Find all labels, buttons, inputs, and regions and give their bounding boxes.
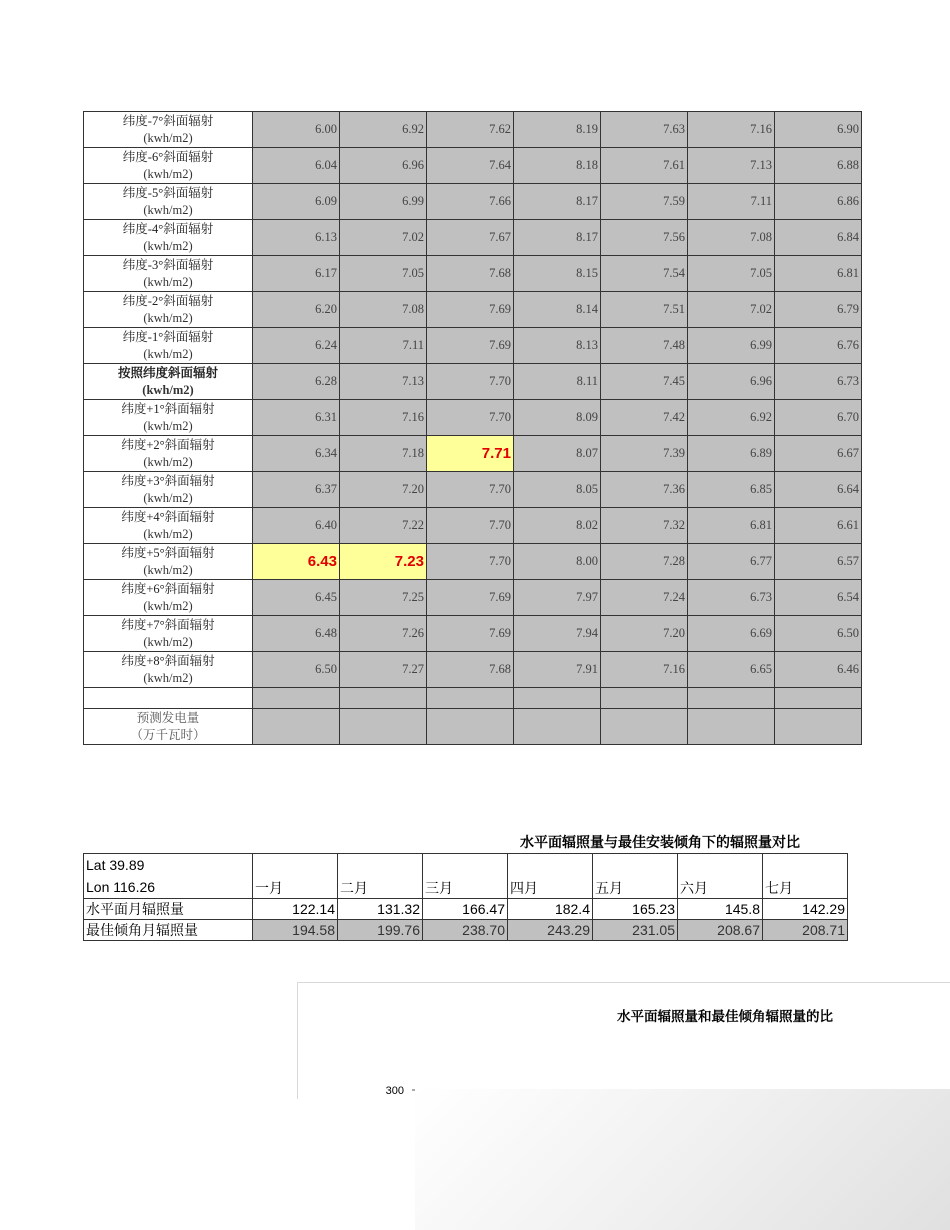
row-label	[84, 364, 253, 400]
value-cell[interactable]: 6.24	[253, 328, 340, 364]
value-cell[interactable]: 7.20	[601, 616, 688, 652]
row-label	[84, 580, 253, 616]
value-cell[interactable]: 6.96	[340, 148, 427, 184]
comparison-header-row	[84, 854, 848, 899]
value-cell[interactable]: 7.42	[601, 400, 688, 436]
forecast-label	[84, 709, 253, 745]
value-cell[interactable]: 6.28	[253, 364, 340, 400]
empty-cell[interactable]	[514, 688, 601, 709]
forecast-row	[84, 709, 862, 745]
comparison-value-cell[interactable]: 231.05	[593, 920, 678, 941]
row-label-line1: 纬度+7°斜面辐射	[121, 617, 215, 632]
value-cell[interactable]: 7.13	[688, 148, 775, 184]
empty-cell[interactable]	[775, 688, 862, 709]
value-cell[interactable]: 6.81	[688, 508, 775, 544]
y-tick-label: 300	[385, 1085, 404, 1097]
forecast-value-cell[interactable]	[601, 709, 688, 745]
month-header: 三月	[423, 854, 508, 899]
value-cell[interactable]: 6.92	[340, 112, 427, 148]
tilt-radiation-table	[83, 111, 862, 745]
value-cell[interactable]: 8.05	[514, 472, 601, 508]
value-cell[interactable]: 6.17	[253, 256, 340, 292]
month-header: 二月	[338, 854, 423, 899]
tilt-row	[84, 184, 862, 220]
value-cell[interactable]: 6.09	[253, 184, 340, 220]
row-label-unit: (kwh/m2)	[143, 598, 193, 613]
row-label-unit: (kwh/m2)	[143, 274, 193, 289]
value-cell[interactable]: 6.00	[253, 112, 340, 148]
value-cell[interactable]: 8.17	[514, 184, 601, 220]
row-label-line1: 纬度+3°斜面辐射	[121, 473, 215, 488]
value-cell[interactable]: 6.96	[688, 364, 775, 400]
row-label-unit: (kwh/m2)	[143, 202, 193, 217]
forecast-label-line1: 预测发电量	[136, 710, 200, 725]
value-cell[interactable]: 7.39	[601, 436, 688, 472]
value-cell[interactable]: 6.88	[775, 148, 862, 184]
value-cell[interactable]: 6.92	[688, 400, 775, 436]
row-label	[84, 508, 253, 544]
value-cell[interactable]: 7.08	[688, 220, 775, 256]
value-cell[interactable]: 6.79	[775, 292, 862, 328]
row-label-unit: (kwh/m2)	[142, 382, 194, 397]
value-cell[interactable]: 7.11	[688, 184, 775, 220]
row-label-line1: 纬度+4°斜面辐射	[121, 509, 215, 524]
row-label	[84, 148, 253, 184]
comparison-value-cell[interactable]: 122.14	[253, 899, 338, 920]
row-label	[84, 544, 253, 580]
value-cell[interactable]: 8.11	[514, 364, 601, 400]
value-cell[interactable]: 7.45	[601, 364, 688, 400]
comparison-value-cell[interactable]: 131.32	[338, 899, 423, 920]
row-label	[84, 256, 253, 292]
value-cell[interactable]: 6.20	[253, 292, 340, 328]
value-cell[interactable]: 6.40	[253, 508, 340, 544]
value-cell[interactable]: 7.66	[427, 184, 514, 220]
value-cell[interactable]: 8.13	[514, 328, 601, 364]
comparison-value-cell[interactable]: 208.71	[763, 920, 848, 941]
value-cell[interactable]: 6.76	[775, 328, 862, 364]
value-cell[interactable]: 7.13	[340, 364, 427, 400]
tilt-row	[84, 580, 862, 616]
value-cell[interactable]: 6.65	[688, 652, 775, 688]
value-cell[interactable]: 6.73	[775, 364, 862, 400]
comparison-value-cell[interactable]: 182.4	[508, 899, 593, 920]
row-label	[84, 400, 253, 436]
comparison-value-cell[interactable]: 199.76	[338, 920, 423, 941]
row-label-unit: (kwh/m2)	[143, 418, 193, 433]
value-cell[interactable]: 7.97	[514, 580, 601, 616]
value-cell[interactable]: 6.54	[775, 580, 862, 616]
empty-cell[interactable]	[253, 688, 340, 709]
comparison-value-cell[interactable]: 238.70	[423, 920, 508, 941]
value-cell[interactable]: 6.81	[775, 256, 862, 292]
value-cell[interactable]: 7.70	[427, 400, 514, 436]
value-cell[interactable]: 7.05	[340, 256, 427, 292]
value-cell[interactable]: 7.94	[514, 616, 601, 652]
value-cell[interactable]: 7.18	[340, 436, 427, 472]
row-label-line1: 纬度+6°斜面辐射	[121, 581, 215, 596]
row-label	[84, 184, 253, 220]
value-cell[interactable]: 7.61	[601, 148, 688, 184]
forecast-value-cell[interactable]	[688, 709, 775, 745]
row-label-line1: 纬度-3°斜面辐射	[122, 257, 214, 272]
value-cell[interactable]: 8.19	[514, 112, 601, 148]
row-label-unit: (kwh/m2)	[143, 346, 193, 361]
optimal-tilt-irradiance-row	[84, 920, 848, 941]
value-cell[interactable]: 7.54	[601, 256, 688, 292]
value-cell[interactable]: 7.48	[601, 328, 688, 364]
value-cell[interactable]: 7.56	[601, 220, 688, 256]
value-cell[interactable]: 8.18	[514, 148, 601, 184]
comparison-value-cell[interactable]: 243.29	[508, 920, 593, 941]
comparison-value-cell[interactable]: 166.47	[423, 899, 508, 920]
chart-plot	[298, 983, 950, 1099]
value-cell[interactable]: 6.69	[688, 616, 775, 652]
row-label-unit: (kwh/m2)	[143, 670, 193, 685]
row-label	[84, 292, 253, 328]
value-cell[interactable]: 6.57	[775, 544, 862, 580]
tilt-row	[84, 220, 862, 256]
chart-title: 水平面辐照量和最佳倾角辐照量的比	[617, 1009, 833, 1025]
row-label	[84, 328, 253, 364]
value-cell[interactable]: 7.02	[688, 292, 775, 328]
value-cell[interactable]: 7.63	[601, 112, 688, 148]
value-cell[interactable]: 7.08	[340, 292, 427, 328]
value-cell[interactable]: 7.24	[601, 580, 688, 616]
comparison-table	[83, 853, 848, 941]
value-cell[interactable]: 7.32	[601, 508, 688, 544]
row-label	[84, 436, 253, 472]
row-label-line1: 纬度-2°斜面辐射	[122, 293, 214, 308]
row-label	[84, 652, 253, 688]
latitude-label: Lat 39.89	[86, 857, 145, 873]
value-cell[interactable]: 7.70	[427, 364, 514, 400]
value-cell[interactable]: 6.70	[775, 400, 862, 436]
value-cell[interactable]: 8.17	[514, 220, 601, 256]
value-cell[interactable]: 7.25	[340, 580, 427, 616]
empty-cell[interactable]	[84, 688, 253, 709]
value-cell[interactable]: 7.64	[427, 148, 514, 184]
row-label-line1: 纬度-1°斜面辐射	[122, 329, 214, 344]
forecast-value-cell[interactable]	[253, 709, 340, 745]
value-cell[interactable]: 7.67	[427, 220, 514, 256]
row-label-line1: 纬度+1°斜面辐射	[121, 401, 215, 416]
value-cell[interactable]: 7.69	[427, 616, 514, 652]
row-label-line1: 纬度-4°斜面辐射	[122, 221, 214, 236]
row-label-unit: (kwh/m2)	[143, 310, 193, 325]
longitude-label: Lon 116.26	[86, 879, 156, 895]
value-cell[interactable]: 6.61	[775, 508, 862, 544]
value-cell[interactable]: 7.27	[340, 652, 427, 688]
value-cell[interactable]: 6.48	[253, 616, 340, 652]
forecast-value-cell[interactable]	[427, 709, 514, 745]
value-cell[interactable]: 6.13	[253, 220, 340, 256]
value-cell[interactable]: 7.91	[514, 652, 601, 688]
value-cell[interactable]: 8.15	[514, 256, 601, 292]
value-cell[interactable]: 7.11	[340, 328, 427, 364]
tilt-row	[84, 472, 862, 508]
value-cell[interactable]: 7.70	[427, 508, 514, 544]
value-cell[interactable]: 7.16	[601, 652, 688, 688]
max-value-cell[interactable]: 7.71	[427, 436, 514, 472]
row-label-unit: (kwh/m2)	[143, 526, 193, 541]
value-cell[interactable]: 6.77	[688, 544, 775, 580]
row-label-line1: 纬度-7°斜面辐射	[122, 113, 214, 128]
blank-row	[84, 688, 862, 709]
max-value-cell[interactable]: 7.23	[340, 544, 427, 580]
value-cell[interactable]: 7.69	[427, 580, 514, 616]
tilt-row	[84, 328, 862, 364]
value-cell[interactable]: 7.68	[427, 652, 514, 688]
value-cell[interactable]: 7.69	[427, 328, 514, 364]
row-label	[84, 112, 253, 148]
row-label-unit: (kwh/m2)	[143, 490, 193, 505]
value-cell[interactable]: 6.84	[775, 220, 862, 256]
empty-cell[interactable]	[601, 688, 688, 709]
value-cell[interactable]: 7.02	[340, 220, 427, 256]
month-header: 一月	[253, 854, 338, 899]
row-label-line1: 纬度+5°斜面辐射	[121, 545, 215, 560]
month-header: 六月	[678, 854, 763, 899]
max-value-cell[interactable]: 6.43	[253, 544, 340, 580]
value-cell[interactable]: 7.22	[340, 508, 427, 544]
value-cell[interactable]: 7.26	[340, 616, 427, 652]
row-label-line1: 纬度-5°斜面辐射	[122, 185, 214, 200]
tilt-row	[84, 364, 862, 400]
value-cell[interactable]: 7.36	[601, 472, 688, 508]
horizontal-irradiance-row	[84, 899, 848, 920]
comparison-value-cell[interactable]: 194.58	[253, 920, 338, 941]
tilt-row	[84, 112, 862, 148]
value-cell[interactable]: 8.07	[514, 436, 601, 472]
value-cell[interactable]: 6.90	[775, 112, 862, 148]
row-label-unit: (kwh/m2)	[143, 562, 193, 577]
value-cell[interactable]: 6.45	[253, 580, 340, 616]
value-cell[interactable]: 6.85	[688, 472, 775, 508]
tilt-row	[84, 148, 862, 184]
value-cell[interactable]: 6.46	[775, 652, 862, 688]
value-cell[interactable]: 6.37	[253, 472, 340, 508]
comparison-value-cell[interactable]: 145.8	[678, 899, 763, 920]
value-cell[interactable]: 6.67	[775, 436, 862, 472]
value-cell[interactable]: 6.89	[688, 436, 775, 472]
value-cell[interactable]: 6.50	[775, 616, 862, 652]
comparison-row-label: 水平面月辐照量	[84, 899, 253, 920]
empty-cell[interactable]	[688, 688, 775, 709]
forecast-value-cell[interactable]	[514, 709, 601, 745]
row-label-unit: (kwh/m2)	[143, 166, 193, 181]
value-cell[interactable]: 6.64	[775, 472, 862, 508]
comparison-value-cell[interactable]: 165.23	[593, 899, 678, 920]
row-label	[84, 220, 253, 256]
month-header: 四月	[508, 854, 593, 899]
tilt-row	[84, 256, 862, 292]
page-fade-overlay	[415, 1089, 950, 1230]
empty-cell[interactable]	[340, 688, 427, 709]
tilt-row	[84, 436, 862, 472]
value-cell[interactable]: 7.70	[427, 472, 514, 508]
value-cell[interactable]: 6.73	[688, 580, 775, 616]
value-cell[interactable]: 7.51	[601, 292, 688, 328]
tilt-row	[84, 652, 862, 688]
value-cell[interactable]: 8.09	[514, 400, 601, 436]
row-label-line1: 纬度-6°斜面辐射	[122, 149, 214, 164]
value-cell[interactable]: 7.62	[427, 112, 514, 148]
tilt-row	[84, 616, 862, 652]
value-cell[interactable]: 6.04	[253, 148, 340, 184]
row-label-unit: (kwh/m2)	[143, 238, 193, 253]
comparison-row-label: 最佳倾角月辐照量	[84, 920, 253, 941]
value-cell[interactable]: 6.31	[253, 400, 340, 436]
row-label-line1: 按照纬度斜面辐射	[117, 365, 218, 380]
value-cell[interactable]: 8.02	[514, 508, 601, 544]
empty-cell[interactable]	[427, 688, 514, 709]
value-cell[interactable]: 7.16	[688, 112, 775, 148]
comparison-chart	[297, 982, 950, 1099]
value-cell[interactable]: 6.99	[340, 184, 427, 220]
row-label-line1: 纬度+8°斜面辐射	[121, 653, 215, 668]
comparison-value-cell[interactable]: 208.67	[678, 920, 763, 941]
value-cell[interactable]: 6.86	[775, 184, 862, 220]
location-cell	[84, 854, 253, 899]
value-cell[interactable]: 7.59	[601, 184, 688, 220]
tilt-row	[84, 508, 862, 544]
value-cell[interactable]: 8.00	[514, 544, 601, 580]
month-header: 五月	[593, 854, 678, 899]
forecast-value-cell[interactable]	[340, 709, 427, 745]
value-cell[interactable]: 6.99	[688, 328, 775, 364]
forecast-value-cell[interactable]	[775, 709, 862, 745]
value-cell[interactable]: 6.34	[253, 436, 340, 472]
value-cell[interactable]: 6.50	[253, 652, 340, 688]
value-cell[interactable]: 7.69	[427, 292, 514, 328]
value-cell[interactable]: 7.28	[601, 544, 688, 580]
row-label	[84, 616, 253, 652]
row-label-unit: (kwh/m2)	[143, 454, 193, 469]
tilt-row	[84, 544, 862, 580]
comparison-value-cell[interactable]: 142.29	[763, 899, 848, 920]
value-cell[interactable]: 7.20	[340, 472, 427, 508]
tilt-row	[84, 292, 862, 328]
row-label	[84, 472, 253, 508]
value-cell[interactable]: 8.14	[514, 292, 601, 328]
value-cell[interactable]: 7.16	[340, 400, 427, 436]
tilt-row	[84, 400, 862, 436]
row-label-unit: (kwh/m2)	[143, 634, 193, 649]
month-header: 七月	[763, 854, 848, 899]
row-label-unit: (kwh/m2)	[143, 130, 193, 145]
value-cell[interactable]: 7.70	[427, 544, 514, 580]
comparison-table-title: 水平面辐照量与最佳安装倾角下的辐照量对比	[520, 835, 800, 851]
value-cell[interactable]: 7.05	[688, 256, 775, 292]
row-label-line1: 纬度+2°斜面辐射	[121, 437, 215, 452]
forecast-label-unit: （万千瓦时）	[130, 727, 206, 742]
value-cell[interactable]: 7.68	[427, 256, 514, 292]
